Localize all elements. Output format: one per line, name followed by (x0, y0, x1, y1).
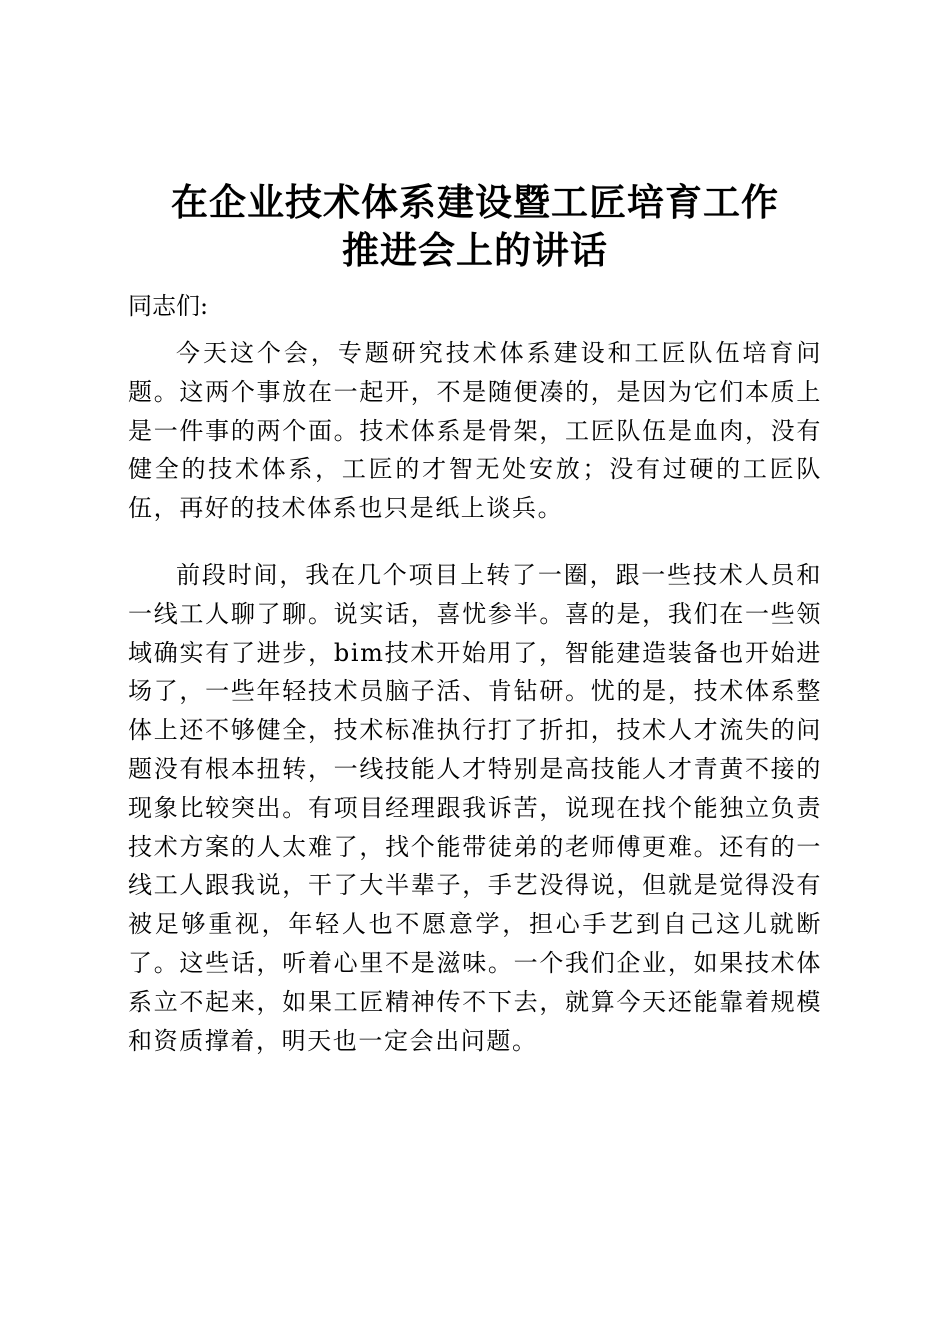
document-title-line-1: 在企业技术体系建设暨工匠培育工作 (171, 180, 779, 224)
document-title-line-2: 推进会上的讲话 (342, 228, 608, 272)
salutation: 同志们: (128, 292, 209, 320)
paragraph-1: 今天这个会，专题研究技术体系建设和工匠队伍培育问题。这两个事放在一起开，不是随便凑的，是因为它们本质上是一件事的两个面。技术体系是骨架，工匠队伍是血肉，没有健全的技术体系，工匠的才智无处安放；没有过硬的工匠队伍，再好的技术体系也只是纸上谈兵。 (128, 339, 822, 523)
paragraph-2: 前段时间，我在几个项目上转了一圈，跟一些技术人员和一线工人聊了聊。说实话，喜忧参半。喜的是，我们在一些领域确实有了进步，bim技术开始用了，智能建造装备也开始进场了，一些年轻技术员脑子活、肯钻研。忧的是，技术体系整体上还不够健全，技术标准执行打了折扣，技术人才流失的问题没有根本扭转，一线技能人才特别是高技能人才青黄不接的现象比较突出。有项目经理跟我诉苦，说现在找个能独立负责技术方案的人太难了，找个能带徒弟的老师傅更难。还有的一线工人跟我说，干了大半辈子，手艺没得说，但就是觉得没有被足够重视，年轻人也不愿意学，担心手艺到自己这儿就断了。这些话，听着心里不是滋味。一个我们企业，如果技术体系立不起来，如果工匠精神传不下去，就算今天还能靠着规模和资质撑着，明天也一定会出问题。 (128, 561, 822, 1055)
